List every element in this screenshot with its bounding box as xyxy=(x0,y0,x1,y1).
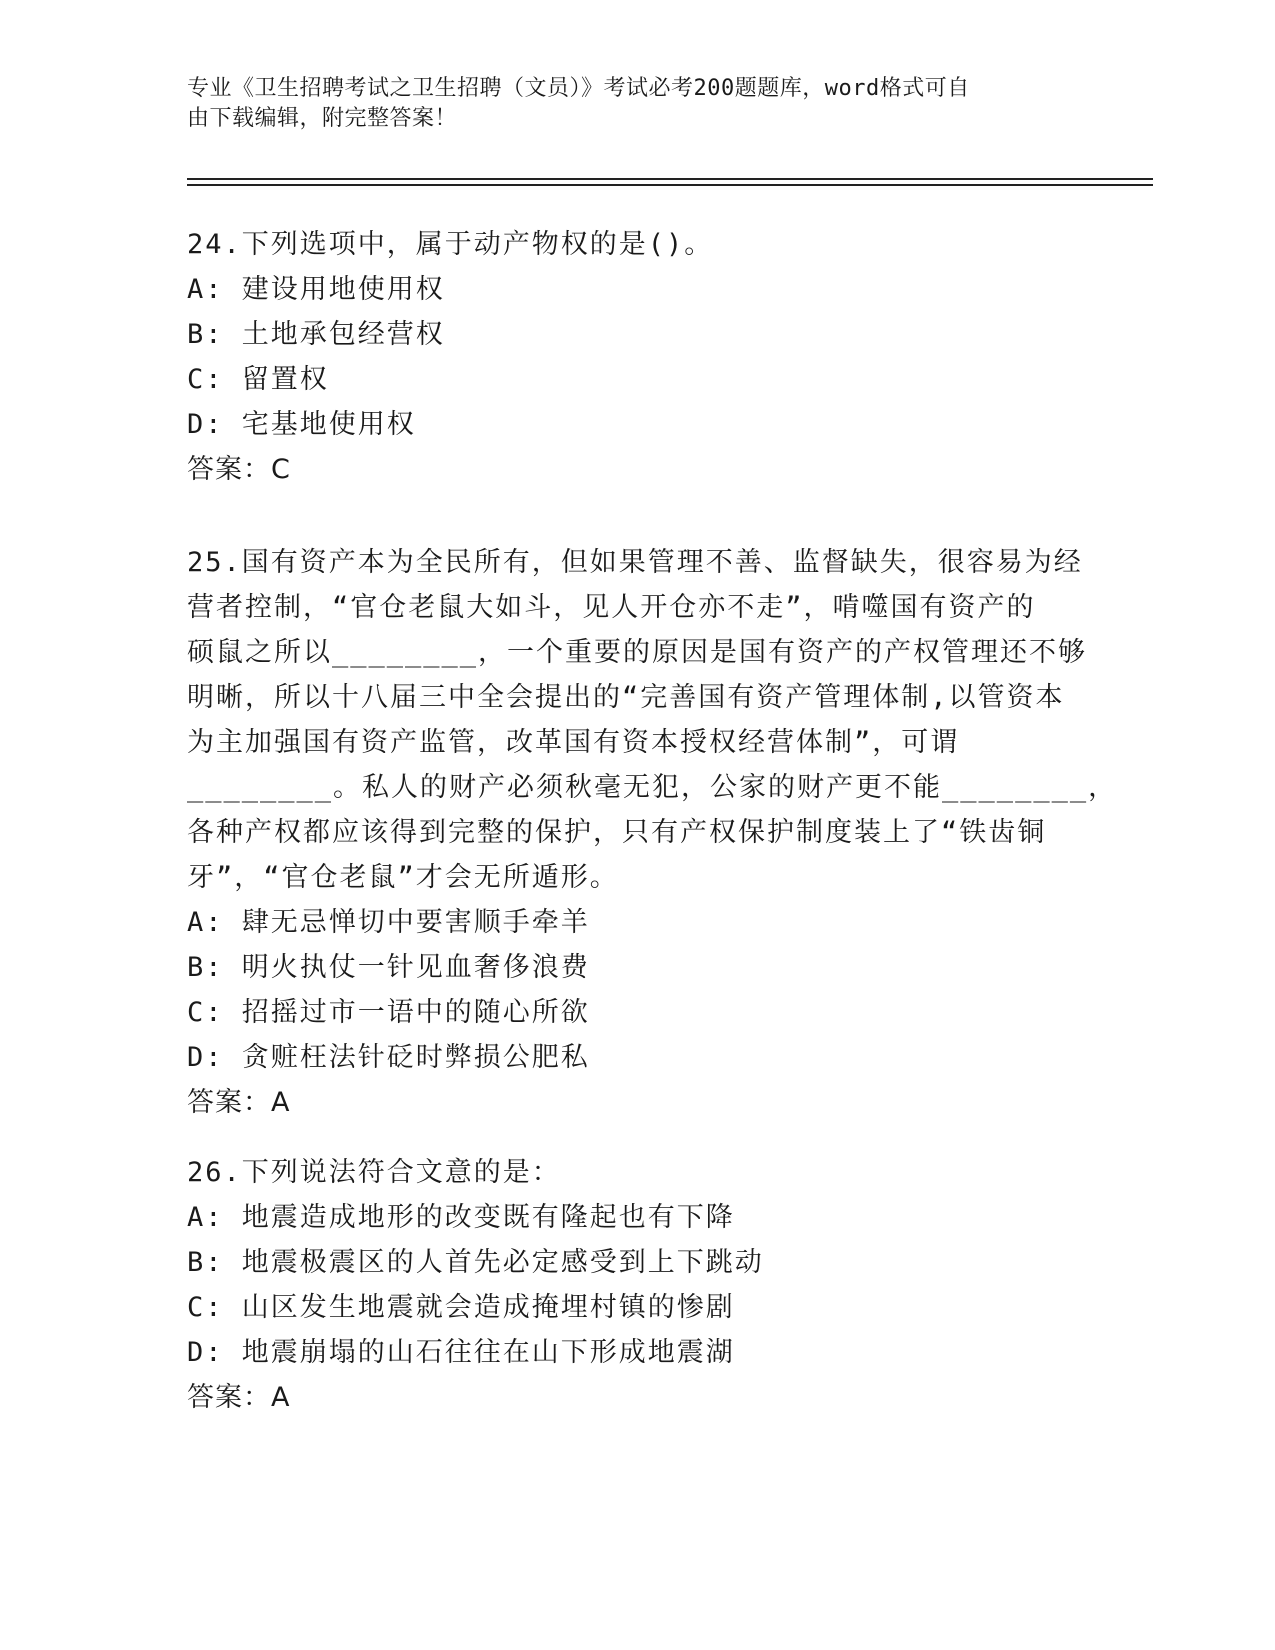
header-divider-bottom xyxy=(187,184,1153,186)
question-stem-line: ________。私人的财产必须秋毫无犯，公家的财产更不能________， xyxy=(187,772,1118,803)
option-b: B: 明火执仗一针见血奢侈浪费 xyxy=(187,952,590,983)
option-a: A: 地震造成地形的改变既有隆起也有下降 xyxy=(187,1202,735,1233)
option-c: C: 招摇过市一语中的随心所欲 xyxy=(187,997,590,1028)
option-d: D: 地震崩塌的山石往往在山下形成地震湖 xyxy=(187,1337,735,1368)
option-a: A: 肆无忌惮切中要害顺手牵羊 xyxy=(187,907,590,938)
question-24 xyxy=(187,222,1087,492)
question-stem-line: 硕鼠之所以________，一个重要的原因是国有资产的产权管理还不够 xyxy=(187,637,1088,668)
answer: 答案：A xyxy=(187,1087,291,1118)
header-divider-top xyxy=(187,178,1153,180)
option-c: C: 山区发生地震就会造成掩埋村镇的惨剧 xyxy=(187,1292,735,1323)
question-stem-line: 营者控制，“官仓老鼠大如斗，见人开仓亦不走”，啃噬国有资产的 xyxy=(187,592,1036,623)
option-b: B: 地震极震区的人首先必定感受到上下跳动 xyxy=(187,1247,764,1278)
question-stem-line: 明晰，所以十八届三中全会提出的“完善国有资产管理体制,以管资本 xyxy=(187,682,1065,713)
header-note xyxy=(187,74,1067,134)
question-stem: 26.下列说法符合文意的是： xyxy=(187,1157,561,1188)
question-stem-line: 牙”，“官仓老鼠”才会无所遁形。 xyxy=(187,862,619,893)
question-stem-line: 各种产权都应该得到完整的保护，只有产权保护制度装上了“铁齿铜 xyxy=(187,817,1047,848)
question-stem-line: 为主加强国有资产监管，改革国有资本授权经营体制”，可谓 xyxy=(187,727,960,758)
question-25 xyxy=(187,540,1118,1125)
option-d: D: 贪赃枉法针砭时弊损公肥私 xyxy=(187,1042,590,1073)
answer: 答案：A xyxy=(187,1382,291,1413)
answer: 答案：C xyxy=(187,454,291,485)
option-d: D: 宅基地使用权 xyxy=(187,409,416,440)
question-stem-line: 25.国有资产本为全民所有，但如果管理不善、监督缺失，很容易为经 xyxy=(187,547,1083,578)
option-a: A: 建设用地使用权 xyxy=(187,274,445,305)
question-26 xyxy=(187,1150,1087,1420)
header-note-line-1: 专业《卫生招聘考试之卫生招聘（文员）》考试必考200题题库，word格式可自 xyxy=(187,76,970,101)
option-b: B: 土地承包经营权 xyxy=(187,319,445,350)
question-stem: 24.下列选项中，属于动产物权的是()。 xyxy=(187,229,714,260)
option-c: C: 留置权 xyxy=(187,364,329,395)
header-note-line-2: 由下载编辑，附完整答案！ xyxy=(187,106,458,131)
